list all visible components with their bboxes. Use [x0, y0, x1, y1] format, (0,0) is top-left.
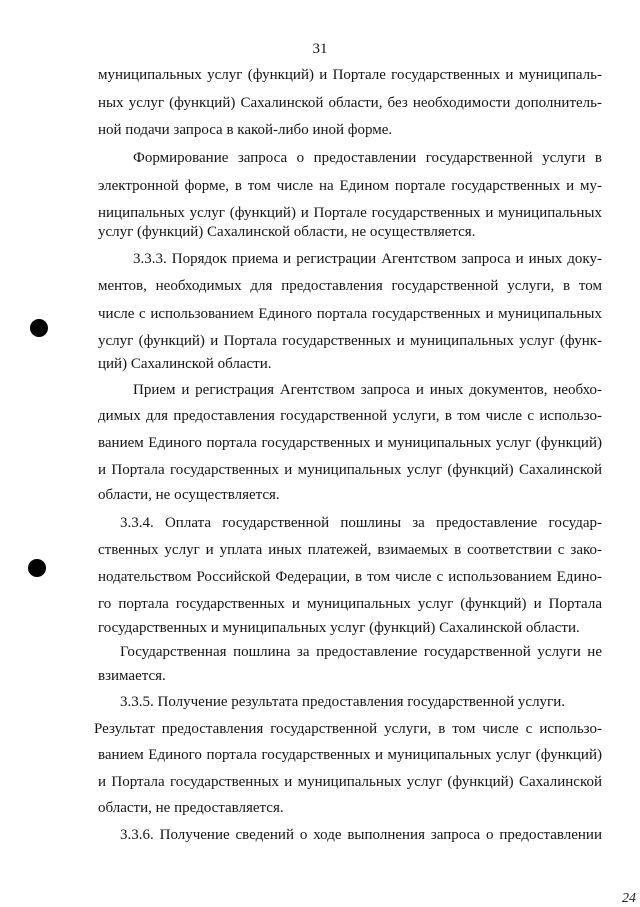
text-line: димых для предоставления государственной услуги, в том числе с использо-	[98, 408, 602, 424]
text-line: услуг (функций) и Портала государственных и муниципальных услуг (функ-	[98, 333, 602, 349]
text-line: взимается.	[98, 668, 166, 684]
text-line: ственных услуг и уплата иных платежей, взимаемых в соответствии с зако-	[98, 542, 602, 558]
punch-hole	[28, 559, 46, 577]
text-line: 3.3.4. Оплата государственной пошлины за предоставление государ-	[120, 515, 602, 531]
text-line: Государственная пошлина за предоставление государственной услуги не	[120, 644, 602, 660]
text-line: го портала государственных и муниципальных услуг (функций) и Портала	[98, 596, 602, 612]
text-line: Результат предоставления государственной услуги, в том числе с использо-	[94, 721, 602, 737]
handwritten-page-mark: 24	[622, 891, 636, 906]
page-number: 31	[312, 41, 328, 57]
punch-hole	[30, 319, 48, 337]
text-line: ций) Сахалинской области.	[98, 356, 272, 372]
text-line: 3.3.3. Порядок приема и регистрации Агентством запроса и иных доку-	[133, 251, 602, 267]
text-line: и Портала государственных и муниципальных услуг (функций) Сахалинской	[98, 774, 602, 790]
text-line: 3.3.6. Получение сведений о ходе выполнения запроса о предоставлении	[120, 827, 602, 843]
text-line: Прием и регистрация Агентством запроса и иных документов, необхо-	[133, 382, 602, 398]
text-line: 3.3.5. Получение результата предоставления государственной услуги.	[120, 694, 565, 710]
text-line: ной подачи запроса в какой-либо иной форме.	[98, 122, 393, 138]
text-line: нодательством Российской Федерации, в том числе с использованием Едино-	[98, 569, 602, 585]
text-line: и Портала государственных и муниципальных услуг (функций) Сахалинской	[98, 462, 602, 478]
text-line: ниципальных услуг (функций) и Портале государственных и муниципальных	[98, 205, 602, 221]
text-line: услуг (функций) Сахалинской области, не осуществляется.	[98, 224, 476, 240]
text-line: числе с использованием Единого портала государственных и муниципальных	[98, 306, 602, 322]
text-line: муниципальных услуг (функций) и Портале государственных и муниципаль-	[98, 67, 602, 83]
text-line: ментов, необходимых для предоставления государственной услуги, в том	[98, 278, 602, 294]
text-line: области, не предоставляется.	[98, 800, 284, 816]
text-line: ных услуг (функций) Сахалинской области, без необходимости дополнитель-	[98, 95, 602, 111]
text-line: ванием Единого портала государственных и муниципальных услуг (функций)	[98, 435, 602, 451]
text-line: ванием Единого портала государственных и муниципальных услуг (функций)	[98, 747, 602, 763]
text-line: Формирование запроса о предоставлении государственной услуги в	[133, 150, 602, 166]
text-line: области, не осуществляется.	[98, 487, 280, 503]
text-line: электронной форме, в том числе на Едином портале государственных и му-	[98, 178, 602, 194]
text-line: государственных и муниципальных услуг (функций) Сахалинской области.	[98, 620, 580, 636]
